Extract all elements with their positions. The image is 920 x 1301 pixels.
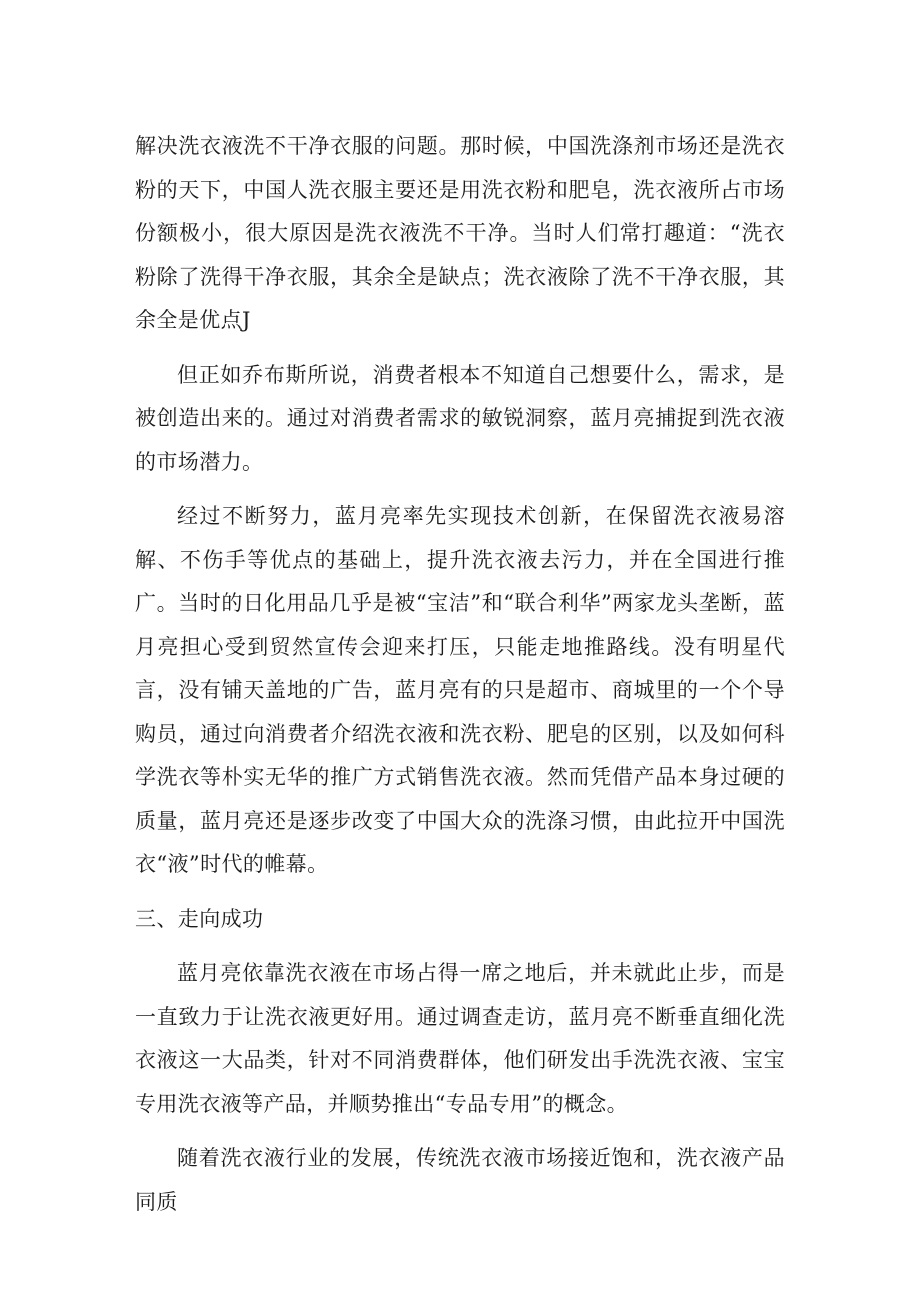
paragraph-1: 解决洗衣液洗不干净衣服的问题。那时候，中国洗涤剂市场还是洗衣粉的天下，中国人洗衣服主要还是用洗衣粉和肥皂，洗衣液所占市场份额极小，很大原因是洗衣液洗不干净。当时人们常打趣道：“洗衣粉除了洗得干净衣服，其余全是缺点；洗衣液除了洗不干净衣服，其余全是优点J (135, 134, 785, 332)
section-heading: 三、走向成功 (135, 906, 264, 931)
document-body (135, 125, 785, 1235)
paragraph-5: 随着洗衣液行业的发展，传统洗衣液市场接近饱和，洗衣液产品同质 (135, 1146, 785, 1214)
paragraph-2: 但正如乔布斯所说，消费者根本不知道自己想要什么，需求，是被创造出来的。通过对消费者需求的敏锐洞察，蓝月亮捕捉到洗衣液的市场潜力。 (135, 362, 785, 474)
paragraph-3: 经过不断努力，蓝月亮率先实现技术创新，在保留洗衣液易溶解、不伤手等优点的基础上，提升洗衣液去污力，并在全国进行推广。当时的日化用品几乎是被“宝洁”和“联合利华”两家龙头垄断，蓝月亮担心受到贸然宣传会迎来打压，只能走地推路线。没有明星代言，没有铺天盖地的广告，蓝月亮有的只是超市、商城里的一个个导购员，通过向消费者介绍洗衣液和洗衣粉、肥皂的区别，以及如何科学洗衣等朴实无华的推广方式销售洗衣液。然而凭借产品本身过硬的质量，蓝月亮还是逐步改变了中国大众的洗涤习惯，由此拉开中国洗衣“液”时代的帷幕。 (135, 504, 785, 876)
paragraph-4: 蓝月亮依靠洗衣液在市场占得一席之地后，并未就此止步，而是一直致力于让洗衣液更好用。通过调查走访，蓝月亮不断垂直细化洗衣液这一大品类，针对不同消费群体，他们研发出手洗洗衣液、宝宝专用洗衣液等产品，并顺势推出“专品专用”的概念。 (135, 961, 785, 1116)
